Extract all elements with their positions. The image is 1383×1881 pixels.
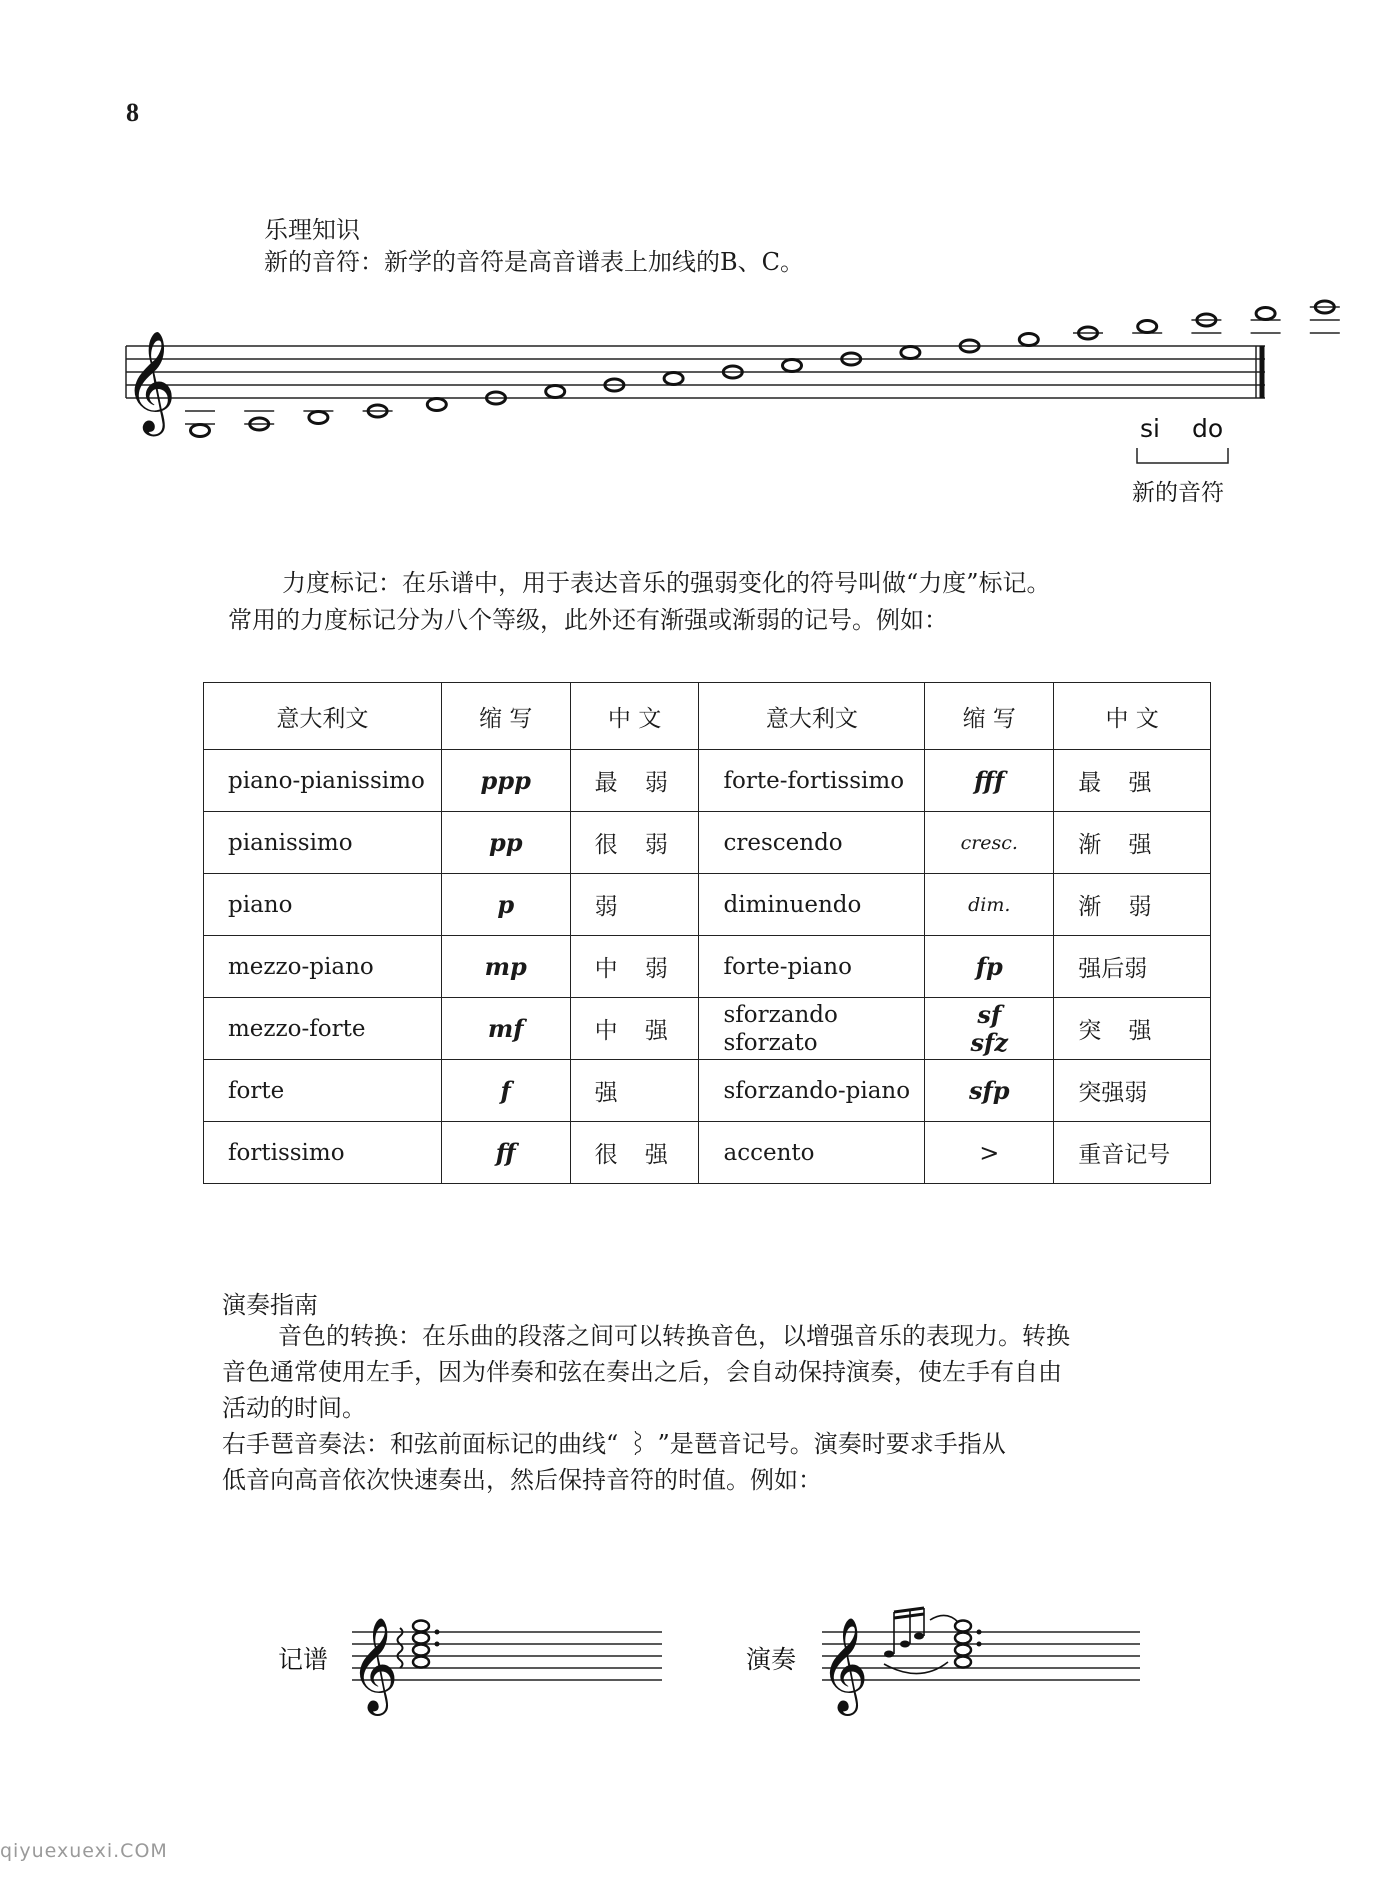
treble-clef-icon: 𝄞 [350,1617,399,1712]
header-italian-1: 意大利文 [204,683,442,750]
treble-clef-icon: 𝄞 [124,329,177,432]
dynamics-table [203,682,1211,1184]
abbreviation [925,998,1054,1060]
italian-term: fortissimo [204,1122,442,1184]
guide-p1-line3: 活动的时间。 [222,1394,366,1422]
do-label: do [1192,414,1224,443]
guide-heading: 演奏指南 [222,1291,318,1319]
new-notes-label: 新的音符 [1132,480,1224,506]
abbreviation: mp [441,936,570,998]
chinese-term: 弱 [570,874,699,936]
dynamics-intro-line1: 力度标记：在乐谱中，用于表达音乐的强弱变化的符号叫做“力度”标记。 [282,569,1051,597]
header-chinese-2: 中 文 [1054,683,1211,750]
sf-text: sf [977,999,1002,1029]
italian-term: mezzo-piano [204,936,442,998]
italian-term: accento [699,1122,925,1184]
scale-staff [0,0,1383,520]
guide-p2-line2: 低音向高音依次快速奏出，然后保持音符的时值。例如： [222,1466,822,1494]
table-row [204,1122,1211,1184]
abbreviation: p [441,874,570,936]
chinese-term: 很 强 [570,1122,699,1184]
tie-icon [930,1615,958,1622]
abbreviation: f [441,1060,570,1122]
theory-heading: 乐理知识 [264,216,360,244]
chinese-term: 很 弱 [570,812,699,874]
whole-note [1256,308,1275,320]
scale-notes [185,301,1340,437]
abbreviation: cresc. [925,812,1054,874]
new-notes-text: 新的音符：新学的音符是高音谱表上加线的B、C。 [264,248,804,276]
performance-staff [822,1632,1140,1680]
header-abbr-1: 缩 写 [441,683,570,750]
chinese-term: 突强弱 [1054,1060,1211,1122]
guide-p1-line2: 音色通常使用左手，因为伴奏和弦在奏出之后，会自动保持演奏，使左手有自由 [222,1358,1062,1386]
dynamics-intro-line2: 常用的力度标记分为八个等级，此外还有渐强或渐弱的记号。例如： [228,606,948,634]
whole-note [1019,334,1038,346]
sfz-text: sfz [970,1027,1008,1057]
table-header-row [204,683,1211,750]
treble-clef-icon: 𝄞 [820,1617,869,1712]
table-row [204,750,1211,812]
abbreviation: pp [441,812,570,874]
performance-label: 演奏 [746,1645,797,1674]
sforzando-text: sforzando [723,1001,838,1028]
header-abbr-2: 缩 写 [925,683,1054,750]
italian-term: forte-piano [699,936,925,998]
table-row [204,812,1211,874]
sforzato-text: sforzato [723,1029,818,1056]
grace-notes-icon [884,1633,924,1658]
whole-note [1138,321,1157,333]
chinese-term: 强后弱 [1054,936,1211,998]
chinese-term: 最 弱 [570,750,699,812]
notation-label: 记谱 [278,1645,329,1674]
chinese-term: 重音记号 [1054,1122,1211,1184]
italian-term: pianissimo [204,812,442,874]
italian-term: mezzo-forte [204,998,442,1060]
header-chinese-1: 中 文 [570,683,699,750]
chinese-term: 强 [570,1060,699,1122]
abbreviation: ff [441,1122,570,1184]
whole-note [309,412,328,424]
chinese-term: 渐 强 [1054,812,1211,874]
abbreviation: dim. [925,874,1054,936]
staff-lines [126,346,1265,398]
whole-note [191,425,210,437]
italian-term: piano-pianissimo [204,750,442,812]
italian-term: diminuendo [699,874,925,936]
italian-term [699,998,925,1060]
si-label: si [1140,414,1160,443]
table-row [204,936,1211,998]
chinese-term: 中 强 [570,998,699,1060]
whole-note [427,399,446,411]
italian-term: forte-fortissimo [699,750,925,812]
header-italian-2: 意大利文 [699,683,925,750]
italian-term: crescendo [699,812,925,874]
whole-note [546,386,565,398]
italian-term: forte [204,1060,442,1122]
abbreviation: > [925,1122,1054,1184]
chinese-term: 最 强 [1054,750,1211,812]
italian-term: sforzando-piano [699,1060,925,1122]
whole-note [783,360,802,372]
chinese-term: 突 强 [1054,998,1211,1060]
table-row [204,998,1211,1060]
page-number: 8 [126,98,139,127]
abbreviation: sfp [925,1060,1054,1122]
table-row [204,1060,1211,1122]
abbreviation: fp [925,936,1054,998]
abbreviation: fff [925,750,1054,812]
chinese-term: 中 弱 [570,936,699,998]
table-row [204,874,1211,936]
chinese-term: 渐 弱 [1054,874,1211,936]
arpeggio-examples [0,1580,1383,1730]
abbreviation: mf [441,998,570,1060]
italian-term: piano [204,874,442,936]
whole-note [901,347,920,359]
abbreviation: ppp [441,750,570,812]
whole-note [664,373,683,385]
new-notes-bracket [1137,448,1228,463]
grace-stems [894,1608,924,1654]
guide-p2-line1: 右手琶音奏法：和弦前面标记的曲线“ ⌇ ”是琶音记号。演奏时要求手指从 [222,1430,1006,1458]
guide-p1-line1: 音色的转换：在乐曲的段落之间可以转换音色，以增强音乐的表现力。转换 [278,1322,1070,1350]
watermark: qiyuexuexi.COM [0,1840,168,1862]
